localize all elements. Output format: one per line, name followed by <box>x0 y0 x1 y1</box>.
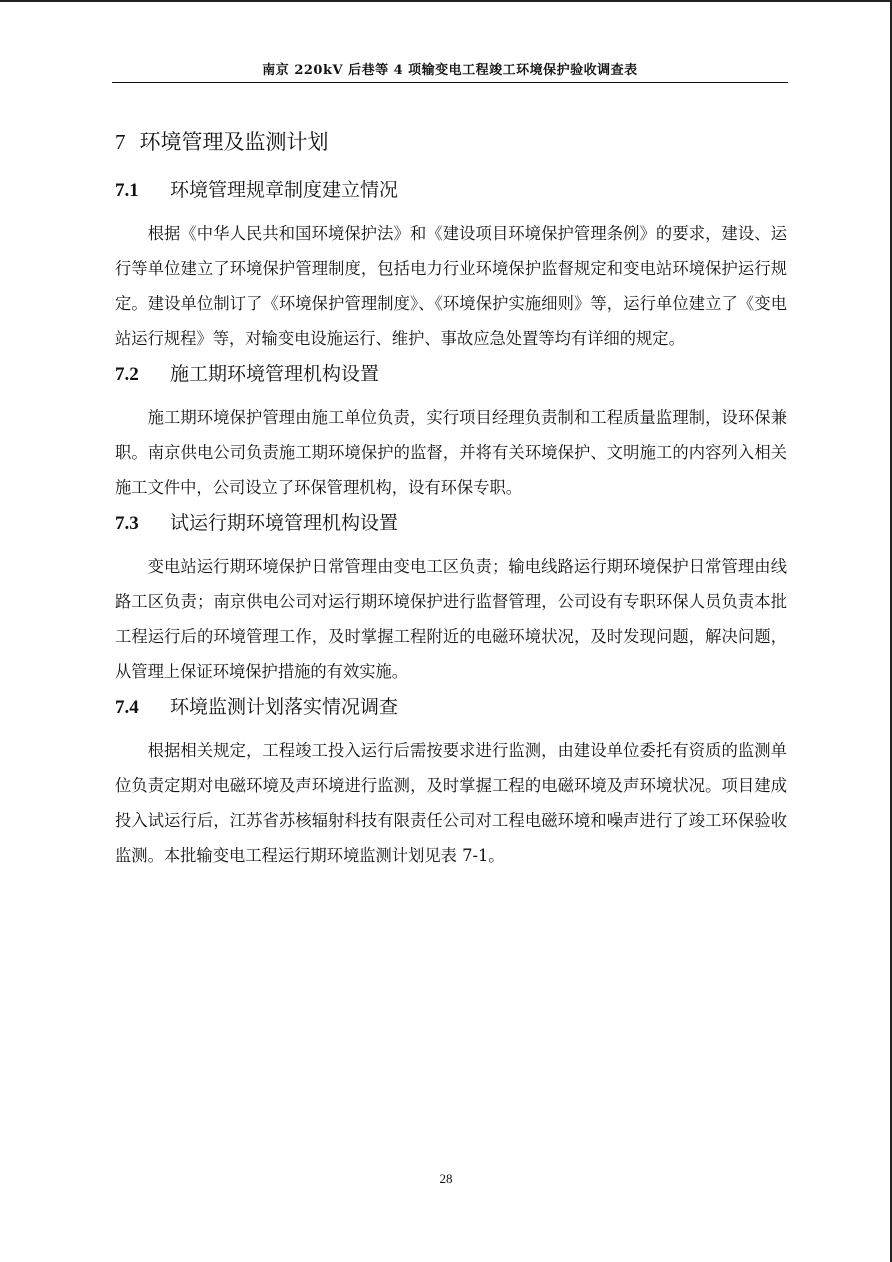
section-title-text: 环境管理规章制度建立情况 <box>170 179 399 201</box>
header-rule <box>112 82 788 83</box>
section-body: 根据《中华人民共和国环境保护法》和《建设项目环境保护管理条例》的要求，建设、运行等单位建立了环境保护管理制度，包括电力行业环境保护监督规定和变电站环境保护运行规定。建设单位制订了《环境保护管理制度》、《环境保护实施细则》等，运行单位建立了《变电站运行规程》等，对输变电设施运行、维护、事故应急处置等均有详细的规定。 <box>115 224 787 348</box>
section-number: 7.4 <box>115 697 139 718</box>
page-number: 28 <box>439 1171 453 1186</box>
chapter-title <box>115 124 787 160</box>
section-body: 根据相关规定，工程竣工投入运行后需按要求进行监测，由建设单位委托有资质的监测单位负责定期对电磁环境及声环境进行监测，及时掌握工程的电磁环境及声环境状况。项目建成投入试运行后，江苏省苏核辐射科技有限责任公司对工程电磁环境和噪声进行了竣工环保验收监测。本批输变电工程运行期环境监测计划见表 7-1。 <box>115 741 787 865</box>
section-7-2 <box>115 359 787 505</box>
section-7-3 <box>115 508 787 689</box>
section-title-text: 环境监测计划落实情况调查 <box>170 696 399 718</box>
section-number: 7.3 <box>115 513 139 534</box>
section-title <box>115 175 787 205</box>
section-body: 施工期环境保护管理由施工单位负责，实行项目经理负责制和工程质量监理制，设环保兼职。南京供电公司负责施工期环境保护的监督，并将有关环境保护、文明施工的内容列入相关施工文件中，公司设立了环保管理机构，设有环保专职。 <box>115 408 787 497</box>
section-title <box>115 359 787 389</box>
section-7-1 <box>115 175 787 356</box>
section-body: 变电站运行期环境保护日常管理由变电工区负责；输电线路运行期环境保护日常管理由线路工区负责；南京供电公司对运行期环境保护进行监督管理，公司设有专职环保人员负责本批工程运行后的环境管理工作，及时掌握工程附近的电磁环境状况，及时发现问题，解决问题，从管理上保证环境保护措施的有效实施。 <box>115 557 787 681</box>
section-number: 7.2 <box>115 364 139 385</box>
running-header: 南京 220kV 后巷等 4 项输变电工程竣工环境保护验收调查表 <box>262 63 638 78</box>
chapter-number: 7 <box>115 130 126 154</box>
section-7-4 <box>115 692 787 873</box>
page-border-top <box>0 0 892 2</box>
section-number: 7.1 <box>115 180 139 201</box>
page-content <box>115 124 787 876</box>
section-title <box>115 692 787 722</box>
section-title-text: 试运行期环境管理机构设置 <box>170 512 399 534</box>
section-title-text: 施工期环境管理机构设置 <box>170 363 380 385</box>
chapter-title-text: 环境管理及监测计划 <box>139 130 329 154</box>
section-title <box>115 508 787 538</box>
